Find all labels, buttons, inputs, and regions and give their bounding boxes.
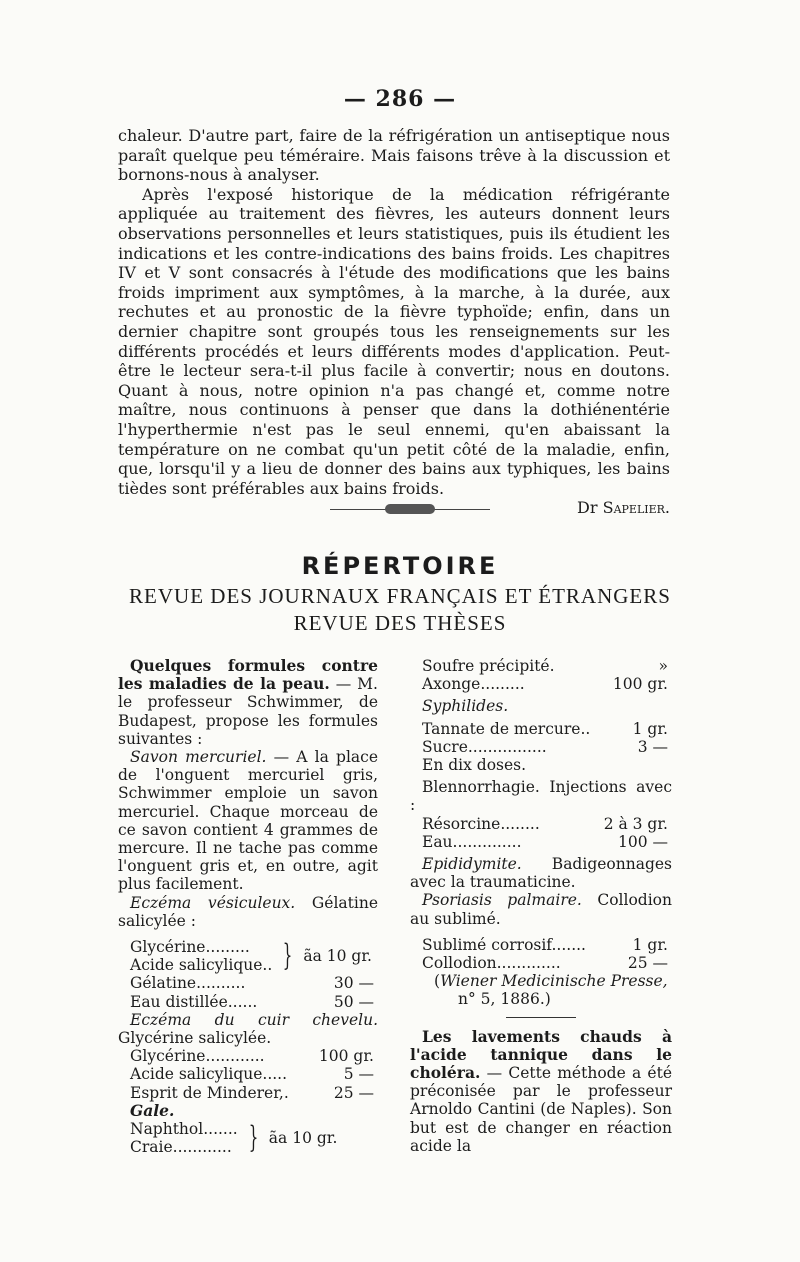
ingredient-name: Tannate de mercure.. <box>422 719 591 738</box>
formula-row-resorcine <box>410 815 672 833</box>
formula-row-collodion <box>410 954 672 972</box>
formula-row-eau <box>410 833 672 851</box>
ingredient-name: Résorcine........ <box>422 814 540 833</box>
formula-brace-group-1 <box>118 938 378 974</box>
intro-paragraph-2-text: Après l'exposé historique de la médication réfrigérante appliquée au traitement des fièvres, les auteurs donnent leurs observations personnelles et leurs statistiques, puis ils étudient les indications et les contre-indications des bains froids. Les chapitres IV et V sont consacrés à l'étude des modifications que les bains froids impriment aux symptômes, à la marche, à la durée, aux rechutes et au pronostic de la fièvre typhoïde; enfin, dans un dernier chapitre sont groupés tous les renseignements sur les différents procédés et leurs différents modes d'application. Peut-être le lecteur sera-t-il plus facile à convertir; nous en doutons. Quant à nous, notre opinion n'a pas changé et, comme notre maître, nous continuons à penser que dans la dothiénentérie l'hyperthermie n'est pas le seul ennemi, qu'en abaissant la température on ne combat qu'un petit côté de la maladie, enfin, que, lorsqu'il y a lieu de donner des bains aux typhiques, les bains tièdes sont préférables aux bains froids. <box>118 184 670 498</box>
ingredient-glycerine: Glycérine......... <box>130 938 250 957</box>
ingredient-qty: 25 — <box>333 1083 374 1102</box>
brace-icon: } <box>283 938 293 974</box>
ingredient-qty: 50 — <box>333 992 374 1011</box>
syphilides-paragraph <box>410 697 672 715</box>
article-heading: Quelques formules contre les maladies de la peau. <box>118 656 378 694</box>
repertoire-title: RÉPERTOIRE <box>301 552 499 580</box>
article-separator <box>506 1017 576 1018</box>
intro-text <box>118 126 670 518</box>
intro-paragraph-2 <box>118 185 670 518</box>
formula-row-glycerine <box>118 1047 378 1065</box>
psoriasis-text: Collodion au sublimé. <box>410 891 672 928</box>
savon-text: — A la place de l'onguent mercuriel gris, Schwimmer emploie un savon mercuriel. Chaque morceau de ce savon contient 4 grammes de mercure. Il ne tache pas comme l'onguent gris et, en outre, agit plus facilement. <box>118 748 378 894</box>
ingredient-qty: 100 gr. <box>318 1047 374 1066</box>
source-open-paren: ( <box>434 972 441 991</box>
ingredient-name: Sucre................ <box>422 737 547 756</box>
brace-icon: } <box>248 1120 259 1156</box>
source-number: n° 5, 1886.) <box>458 990 551 1009</box>
brace-quantity: ãa 10 gr. <box>268 1129 338 1148</box>
doses-line: En dix doses. <box>422 756 527 775</box>
epididymite-title: Epididymite. <box>422 855 522 874</box>
source-citation <box>410 972 672 990</box>
ingredient-acide-salicylique: Acide salicylique.. <box>130 956 273 975</box>
lavements-heading: Les lavements chauds à l'acide tannique dans le choléra. <box>410 1026 672 1083</box>
ingredient-name: Collodion............. <box>422 954 561 973</box>
eczema-vesiculeux-title: Eczéma vésiculeux. <box>130 893 296 912</box>
ingredient-qty: 2 à 3 gr. <box>603 814 668 833</box>
article-lavements <box>410 1028 672 1155</box>
eczema-vesiculeux-paragraph <box>118 894 378 930</box>
ingredient-name: Esprit de Minderer,. <box>130 1083 289 1102</box>
ingredient-qty: 1 gr. <box>632 935 668 954</box>
ingredient-qty: 25 — <box>627 954 668 973</box>
ingredient-qty: 30 — <box>333 974 374 993</box>
formula-row-sucre <box>410 738 672 756</box>
ingredient-qty: 3 — <box>637 737 668 756</box>
article-intro: M. le professeur Schwimmer, de Budapest, propose les formules suivantes : <box>118 675 378 748</box>
spacer <box>410 928 672 936</box>
ingredient-name: Gélatine.......... <box>130 974 246 993</box>
eczema-vesiculeux-text: Gélatine salicylée : <box>118 893 378 930</box>
gale-paragraph <box>118 1102 378 1120</box>
spacer <box>118 930 378 938</box>
ingredient-naphthol: Naphthol....... <box>130 1120 238 1139</box>
ingredient-craie: Craie............ <box>130 1138 232 1157</box>
ingredient-qty: 1 gr. <box>632 719 668 738</box>
repertoire-subtitle-theses: REVUE DES THÈSES <box>293 611 507 635</box>
gale-title: Gale. <box>130 1100 175 1120</box>
lavements-text: — Cette méthode a été préconisée par le professeur Arnoldo Cantini (de Naples). Son but est de changer en réaction acide la <box>410 1064 672 1155</box>
savon-paragraph <box>118 748 378 894</box>
epididymite-text: Badigeonnages avec la traumaticine. <box>410 855 672 892</box>
article-skin-formulas <box>118 657 378 748</box>
savon-title: Savon mercuriel. <box>130 748 267 767</box>
divider-ornament <box>385 504 435 514</box>
ingredient-name: Acide salicylique..... <box>130 1065 288 1084</box>
formula-brace-group-2 <box>118 1120 378 1156</box>
ingredient-name: Glycérine............ <box>130 1047 265 1066</box>
ingredient-qty: » <box>658 657 668 675</box>
brace-quantity: ãa 10 gr. <box>303 947 372 966</box>
ingredient-name: Axonge......... <box>422 675 525 694</box>
ingredient-qty: 100 — <box>617 832 668 851</box>
signature-prefix: Dr <box>577 498 598 518</box>
eczema-cuir-paragraph <box>118 1011 378 1047</box>
formula-row-gelatine <box>118 974 378 992</box>
brace-names <box>130 938 272 974</box>
formula-row-eau <box>118 993 378 1011</box>
ingredient-qty: 5 — <box>343 1065 374 1084</box>
formula-row-acide <box>118 1065 378 1083</box>
eczema-cuir-title: Eczéma du cuir chevelu. <box>130 1010 378 1029</box>
formula-row-tannate <box>410 720 672 738</box>
source-journal: Wiener Medicinische Presse, <box>440 972 668 991</box>
left-column <box>118 657 378 1156</box>
ingredient-name: Eau.............. <box>422 832 522 851</box>
brace-names <box>130 1120 238 1156</box>
ingredient-qty: 100 gr. <box>612 675 668 694</box>
signature-name: Sapelier. <box>602 498 670 518</box>
intro-paragraph-1: chaleur. D'autre part, faire de la réfrigération un antiseptique nous paraît quelque peu téméraire. Mais faisons trêve à la discussion et bornons-nous à analyser. <box>118 126 670 185</box>
formula-row-axonge <box>410 675 672 693</box>
heading-dash: — <box>329 675 352 694</box>
ingredient-name: Eau distillée...... <box>130 992 258 1011</box>
formula-row-soufre <box>410 657 672 675</box>
eczema-cuir-text: Glycérine salicylée. <box>118 1029 272 1048</box>
blennorrhagie-line: Blennorrhagie. Injections avec : <box>410 778 672 815</box>
right-column <box>410 657 672 1155</box>
syphilides-title: Syphilides. <box>422 697 509 716</box>
formula-row-esprit <box>118 1084 378 1102</box>
ingredient-name: Sublimé corrosif....... <box>422 935 586 954</box>
repertoire-subtitle-journals: REVUE DES JOURNAUX FRANÇAIS ET ÉTRANGERS <box>129 584 671 608</box>
ingredient-name: Soufre précipité. <box>422 657 555 675</box>
psoriasis-paragraph <box>410 891 672 927</box>
epididymite-paragraph <box>410 855 672 891</box>
page-number: — 286 — <box>343 86 457 112</box>
formula-row-sublime <box>410 936 672 954</box>
psoriasis-title: Psoriasis palmaire. <box>422 891 582 910</box>
